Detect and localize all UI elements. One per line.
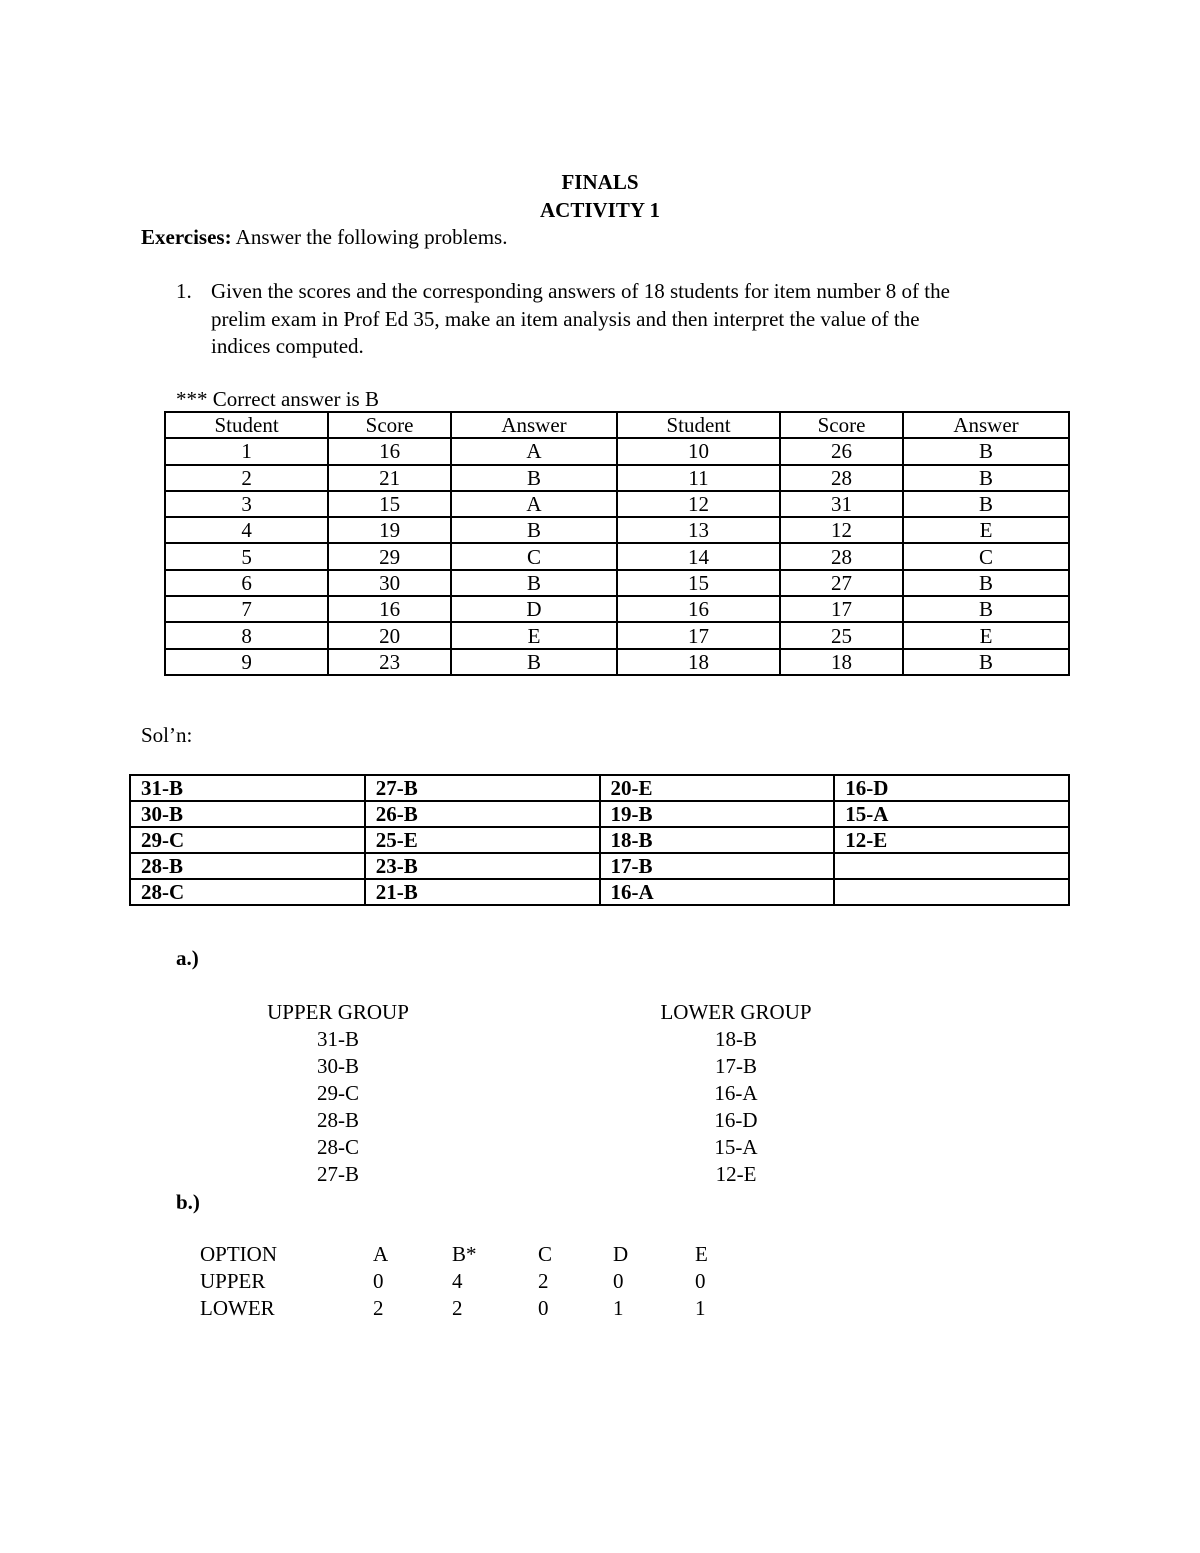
- scores-cell: E: [451, 622, 617, 648]
- problem-line-3: indices computed.: [211, 334, 364, 358]
- scores-cell: 23: [328, 649, 451, 675]
- option-cell: 1: [695, 1296, 706, 1320]
- scores-row: [165, 622, 1069, 648]
- problem-number: 1.: [176, 279, 192, 303]
- option-cell: 0: [613, 1269, 624, 1293]
- scores-cell: 25: [780, 622, 903, 648]
- scores-cell: 9: [165, 649, 328, 675]
- exercises-label: Exercises:: [141, 225, 232, 249]
- scores-cell: B: [903, 491, 1069, 517]
- upper-group-title: UPPER GROUP: [267, 1000, 409, 1024]
- solution-cell: 30-B: [130, 801, 365, 827]
- scores-cell: 6: [165, 570, 328, 596]
- scores-cell: A: [451, 491, 617, 517]
- correct-answer-note: *** Correct answer is B: [176, 387, 379, 411]
- scores-row: [165, 438, 1069, 464]
- scores-row: [165, 517, 1069, 543]
- solution-cell: [834, 853, 1069, 879]
- solution-cell: 19-B: [600, 801, 835, 827]
- option-cell: E: [695, 1242, 708, 1266]
- option-cell: OPTION: [200, 1242, 277, 1266]
- option-row: [200, 1268, 800, 1295]
- scores-header-cell: Score: [780, 412, 903, 438]
- part-b-label: b.): [176, 1190, 200, 1214]
- scores-cell: 4: [165, 517, 328, 543]
- option-cell: A: [373, 1242, 389, 1266]
- solution-cell: 15-A: [834, 801, 1069, 827]
- scores-header-cell: Score: [328, 412, 451, 438]
- option-cell: 0: [538, 1296, 549, 1320]
- scores-cell: 27: [780, 570, 903, 596]
- solution-cell: 16-D: [834, 775, 1069, 801]
- scores-cell: 26: [780, 438, 903, 464]
- solution-table: [129, 774, 1070, 906]
- option-cell: 2: [452, 1296, 463, 1320]
- lower-group-item: 18-B: [715, 1027, 757, 1051]
- scores-row: [165, 596, 1069, 622]
- scores-cell: 2: [165, 465, 328, 491]
- scores-cell: 10: [617, 438, 780, 464]
- scores-header-cell: Student: [617, 412, 780, 438]
- scores-cell: C: [451, 543, 617, 569]
- scores-cell: 12: [617, 491, 780, 517]
- solution-row: [130, 827, 1069, 853]
- lower-group-item: 15-A: [714, 1135, 758, 1159]
- scores-cell: B: [451, 570, 617, 596]
- scores-row: [165, 649, 1069, 675]
- scores-cell: 30: [328, 570, 451, 596]
- upper-group-item: 31-B: [317, 1027, 359, 1051]
- scores-table: [164, 411, 1070, 676]
- solution-cell: 28-B: [130, 853, 365, 879]
- solution-cell: 18-B: [600, 827, 835, 853]
- scores-cell: 28: [780, 465, 903, 491]
- lower-group-item: 16-D: [714, 1108, 758, 1132]
- scores-row: [165, 543, 1069, 569]
- solution-cell: 21-B: [365, 879, 600, 905]
- scores-cell: 1: [165, 438, 328, 464]
- scores-cell: B: [903, 649, 1069, 675]
- scores-cell: 16: [328, 596, 451, 622]
- scores-cell: 17: [617, 622, 780, 648]
- upper-group-item: 28-B: [317, 1108, 359, 1132]
- scores-cell: 16: [617, 596, 780, 622]
- lower-group-title: LOWER GROUP: [660, 1000, 812, 1024]
- solution-cell: 23-B: [365, 853, 600, 879]
- heading-activity: ACTIVITY 1: [540, 198, 660, 222]
- scores-cell: 29: [328, 543, 451, 569]
- option-cell: 4: [452, 1269, 463, 1293]
- upper-group-item: 28-C: [317, 1135, 359, 1159]
- scores-cell: 18: [617, 649, 780, 675]
- problem-line-2: prelim exam in Prof Ed 35, make an item analysis and then interpret the value of the: [211, 307, 920, 331]
- scores-cell: A: [451, 438, 617, 464]
- scores-row: [165, 465, 1069, 491]
- option-cell: 2: [373, 1296, 384, 1320]
- scores-header-cell: Answer: [903, 412, 1069, 438]
- solution-row: [130, 853, 1069, 879]
- lower-group: [636, 999, 836, 1186]
- scores-cell: 5: [165, 543, 328, 569]
- upper-group-item: 29-C: [317, 1081, 359, 1105]
- scores-cell: 16: [328, 438, 451, 464]
- option-cell: UPPER: [200, 1269, 266, 1293]
- lower-group-item: 16-A: [714, 1081, 758, 1105]
- solution-cell: 31-B: [130, 775, 365, 801]
- upper-group-item: 27-B: [317, 1162, 359, 1186]
- scores-cell: 7: [165, 596, 328, 622]
- solution-cell: [834, 879, 1069, 905]
- solution-cell: 16-A: [600, 879, 835, 905]
- solution-cell: 26-B: [365, 801, 600, 827]
- scores-cell: 3: [165, 491, 328, 517]
- option-cell: LOWER: [200, 1296, 275, 1320]
- scores-cell: C: [903, 543, 1069, 569]
- scores-cell: B: [903, 596, 1069, 622]
- option-cell: B*: [452, 1242, 477, 1266]
- scores-cell: B: [451, 465, 617, 491]
- solution-cell: 12-E: [834, 827, 1069, 853]
- solution-cell: 25-E: [365, 827, 600, 853]
- solution-row: [130, 801, 1069, 827]
- exercises-text: Answer the following problems.: [231, 225, 508, 249]
- scores-row: [165, 570, 1069, 596]
- part-a-label: a.): [176, 946, 199, 970]
- scores-cell: 17: [780, 596, 903, 622]
- solution-row: [130, 879, 1069, 905]
- option-table: [200, 1241, 800, 1322]
- solution-row: [130, 775, 1069, 801]
- scores-cell: 31: [780, 491, 903, 517]
- scores-cell: 28: [780, 543, 903, 569]
- scores-header-cell: Student: [165, 412, 328, 438]
- scores-cell: 8: [165, 622, 328, 648]
- option-cell: C: [538, 1242, 553, 1266]
- scores-cell: B: [903, 438, 1069, 464]
- scores-cell: B: [903, 465, 1069, 491]
- problem-line-1: Given the scores and the corresponding answers of 18 students for item number 8 of the: [211, 279, 950, 303]
- scores-cell: E: [903, 517, 1069, 543]
- lower-group-item: 17-B: [715, 1054, 757, 1078]
- scores-cell: 15: [328, 491, 451, 517]
- scores-cell: B: [451, 517, 617, 543]
- scores-cell: 11: [617, 465, 780, 491]
- scores-cell: 18: [780, 649, 903, 675]
- scores-cell: 13: [617, 517, 780, 543]
- scores-row: [165, 491, 1069, 517]
- option-cell: 0: [695, 1269, 706, 1293]
- scores-cell: E: [903, 622, 1069, 648]
- scores-cell: 15: [617, 570, 780, 596]
- solution-cell: 29-C: [130, 827, 365, 853]
- option-cell: D: [613, 1242, 629, 1266]
- solution-cell: 17-B: [600, 853, 835, 879]
- scores-cell: D: [451, 596, 617, 622]
- option-cell: 1: [613, 1296, 624, 1320]
- solution-cell: 28-C: [130, 879, 365, 905]
- scores-cell: 20: [328, 622, 451, 648]
- scores-cell: B: [903, 570, 1069, 596]
- option-row: [200, 1295, 800, 1322]
- option-cell: 2: [538, 1269, 549, 1293]
- upper-group: [238, 999, 438, 1186]
- exercises-line: [141, 225, 507, 250]
- solution-cell: 20-E: [600, 775, 835, 801]
- scores-cell: 12: [780, 517, 903, 543]
- scores-cell: B: [451, 649, 617, 675]
- scores-header-cell: Answer: [451, 412, 617, 438]
- solution-cell: 27-B: [365, 775, 600, 801]
- option-cell: 0: [373, 1269, 384, 1293]
- solution-label: Sol’n:: [141, 723, 193, 747]
- scores-header-row: [165, 412, 1069, 438]
- heading-finals: FINALS: [561, 170, 639, 194]
- scores-cell: 19: [328, 517, 451, 543]
- scores-cell: 14: [617, 543, 780, 569]
- option-row: [200, 1241, 800, 1268]
- upper-group-item: 30-B: [317, 1054, 359, 1078]
- scores-cell: 21: [328, 465, 451, 491]
- lower-group-item: 12-E: [715, 1162, 757, 1186]
